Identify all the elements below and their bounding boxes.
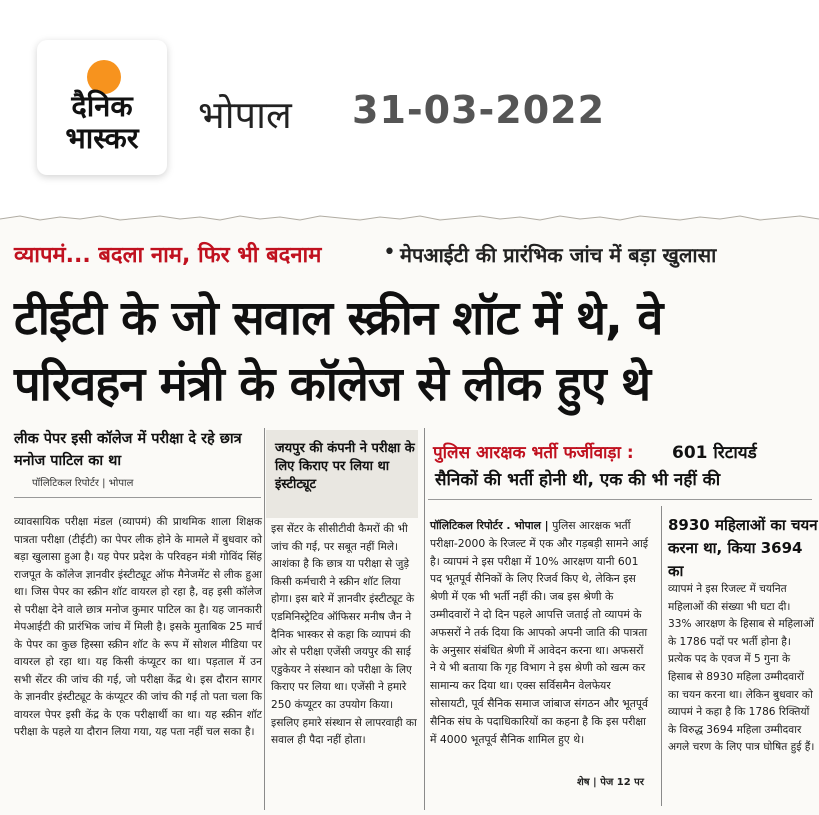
dainik-bhaskar-logo[interactable] — [37, 40, 167, 175]
col1-divider — [14, 497, 261, 498]
torn-edge — [0, 213, 819, 225]
edition-date: 31-03-2022 — [352, 88, 606, 132]
column-divider — [264, 428, 265, 810]
col3-byline: पॉलिटिकल रिपोर्टर . भोपाल | — [430, 519, 549, 532]
edition-city: भोपाल — [198, 93, 292, 137]
col3-divider — [428, 499, 812, 500]
col1-subheadline: लीक पेपर इसी कॉलेज में परीक्षा दे रहे छात्र मनोज पाटिल का था — [14, 431, 242, 469]
column-divider — [661, 506, 662, 806]
kicker-bullet: • — [383, 240, 396, 265]
logo-line1: दैनिक — [71, 89, 133, 123]
col2-subheadline: जयपुर की कंपनी ने परीक्षा के लिए किराए पर लिया था इंस्टीट्यूट — [275, 441, 415, 492]
col3-headline: सैनिकों की भर्ती होनी थी, एक की भी नहीं की — [435, 470, 721, 490]
kicker-red: व्यापमं... बदला नाम, फिर भी बदनाम — [14, 243, 322, 268]
col3-body — [430, 517, 652, 748]
col1-body: व्यावसायिक परीक्षा मंडल (व्यापमं) की प्राथमिक शाला शिक्षक पात्रता परीक्षा (टीईटी) का पेपर लीक होने के मामले में बुधवार को बड़ा खुलासा हुआ है। यह पेपर प्रदेश के परिवहन मंत्री गोविंद सिंह राजपूत के कॉलेज ज्ञानवीर इंस्टीट्यूट ऑफ मैनेजमेंट से लीक हुआ था। जिस पेपर का स्क्रीन शॉट वायरल हो रहा है, वह इसी कॉलेज से परीक्षा देने वाले छात्र मनोज कुमार पाटिल का है। यह जानकारी मेपआईटी की प्रारंभिक जांच में मिली है। इसके मुताबिक 25 मार्च के पेपर का कुछ हिस्सा स्क्रीन शॉट के रूप में सोशल मीडिया पर वायरल हो रहा था। यह किसी कंप्यूटर का था। पड़ताल में उन सभी सेंटर की जांच की गई, जो परीक्षा केंद्र थे। इस दौरान सागर के ज्ञानवीर इंस्टीट्यूट के कंप्यूटर की जांच की गई तो पता चला कि वायरल पेपर इसी केंद्र के एक परीक्षार्थी का था। यह स्क्रीन शॉट परीक्षा के पहले या दौरान लिया गया, यह पता नहीं चल सका है। — [14, 516, 262, 738]
column-divider — [424, 428, 425, 810]
continued-on-page: शेष | पेज 12 पर — [577, 777, 644, 788]
col2-body: इस सेंटर के सीसीटीवी कैमरों की भी जांच की गई, पर सबूत नहीं मिले। आशंका है कि छात्र या परीक्षा से जुड़े किसी कर्मचारी ने स्क्रीन शॉट लिया होगा। इस बारे में ज्ञानवीर इंस्टीट्यूट के एडमिनिस्ट्रेटिव ऑफिसर मनीष जैन ने दैनिक भास्कर से कहा कि व्यापमं की ओर से परीक्षा एजेंसी जयपुर की साई एडुकेयर ने संस्थान को परीक्षा के लिए किराए पर लिया था। एजेंसी ने हमारे 250 कंप्यूटर का उपयोग किया। इसलिए हमारे संस्थान से लापरवाही का सवाल ही पैदा नहीं होता। — [271, 523, 417, 747]
col3-kicker-red: पुलिस आरक्षक भर्ती फर्जीवाड़ा : — [433, 443, 634, 463]
col4-subheadline: 8930 महिलाओं का चयन करना था, किया 3694 का — [668, 516, 818, 580]
col1-byline: पॉलिटिकल रिपोर्टर | भोपाल — [32, 478, 134, 489]
headline-line1: टीईटी के जो सवाल स्क्रीन शॉट में थे, वे — [14, 291, 663, 346]
col3-kicker-black: 601 रिटायर्ड — [672, 443, 757, 463]
col3-body-text: पुलिस आरक्षक भर्ती परीक्षा-2000 के रिजल्ट में एक और गड़बड़ी सामने आई है। व्यापमं ने इस परीक्षा में 10% आरक्षण यानी 601 पद भूतपूर्व सैनिकों के लिए रिजर्व किए थे, लेकिन इस श्रेणी में एक भी भर्ती नहीं की। जब इस श्रेणी के उम्मीदवारों ने दो दिन पहले आपत्ति जताई तो व्यापमं के अफसरों ने तर्क दिया कि आपको अपनी जाति की पात्रता के अनुसार संबंधित श्रेणी में आवेदन करना था। अफसरों ने ये भी बताया कि गृह विभाग ने इस श्रेणी को खत्म कर सामान्य कर दिया था। एक्स सर्विसमैन वेलफेयर सोसायटी, पूर्व सैनिक समाज जांबाज संगठन और भूतपूर्व सैनिक संघ के पदाधिकारियों का कहना है कि इस परीक्षा में 4000 भूतपूर्व सैनिक शामिल हुए थे। — [430, 519, 649, 746]
headline-line2: परिवहन मंत्री के कॉलेज से लीक हुए थे — [14, 357, 651, 412]
logo-line2: भास्कर — [65, 121, 139, 155]
kicker-black: मेपआईटी की प्रारंभिक जांच में बड़ा खुलासा — [400, 243, 717, 267]
col4-body: व्यापमं ने इस रिजल्ट में चयनित महिलाओं की संख्या भी घटा दी। 33% आरक्षण के हिसाब से महिलाओं के 1786 पदों पर भर्ती होना है। प्रत्येक पद के एवज में 5 गुना के हिसाब से 8930 महिला उम्मीदवारों का चयन करना था। लेकिन बुधवार को व्यापमं ने कहा है कि 1786 रिक्तियों के विरुद्ध 3694 महिला उम्मीदवार अगले चरण के लिए पात्र घोषित हुई हैं। — [668, 583, 815, 754]
